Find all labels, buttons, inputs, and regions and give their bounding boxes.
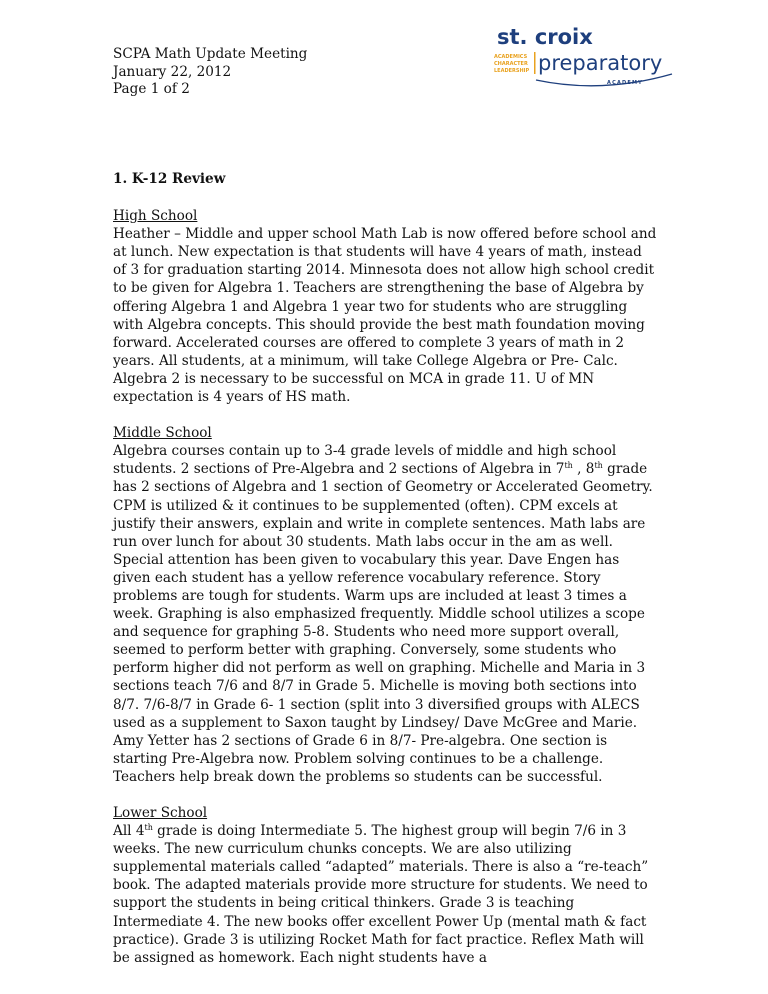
meeting-date: January 22, 2012 — [113, 63, 232, 80]
logo-divider — [534, 52, 536, 74]
logo-top-text: st. croix — [497, 25, 593, 49]
middle-school-text-c: grade has 2 sections of Algebra and 1 section of Geometry or Accelerated Geometry. CPM is utilized & it continues to be supplemented (often). CPM excels at justify their answers, explain and write in complete sentences. Math labs are run over lunch for about 30 students. Math labs occur in the am as well. Special attention has been given to vocabulary this year. Dave Engen has given each student has a yellow reference vocabulary reference. Story problems are tough for students. Warm ups are included at least 3 times a week. Graphing is also emphasized frequently. Middle school utilizes a scope and sequence for graphing 5-8. Students who need more support overall, seemed to perform better with graphing. Conversely, some students who perform higher did not perform as well on graphing. Michelle and Maria in 3 sections teach 7/6 and 8/7 in Grade 5. Michelle is moving both sections into 8/7. 7/6-8/7 in Grade 6- 1 section (split into 3 diversified groups with ALECS used as a supplement to Saxon taught by Lindsey/ Dave McGree and Marie. Amy Yetter has 2 sections of Grade 6 in 8/7- Pre-algebra. One section is starting Pre-Algebra now. Problem solving continues to be a challenge. Teachers help break down the problems so students can be successful. — [113, 461, 653, 785]
ordinal-suffix: th — [594, 461, 603, 471]
high-school-paragraph: Heather – Middle and upper school Math Lab is now offered before school and at lunch. New expectation is that students will have 4 years of math, instead of 3 for graduation starting 2014. Minnesota does not allow high school credit to be given for Algebra 1. Teachers are strengthening the base of Algebra by offering Algebra 1 and Algebra 1 year two for students who are struggling with Algebra concepts. This should provide the best math foundation moving forward. Accelerated courses are offered to complete 3 years of math in 2 years. All students, at a minimum, will take College Algebra or Pre- Calc. Algebra 2 is necessary to be successful on MCA in grade 11. U of MN expectation is 4 years of HS math. — [113, 226, 657, 406]
logo-main-text: preparatory — [538, 51, 663, 75]
ordinal-suffix: th — [564, 461, 573, 471]
middle-school-paragraph — [113, 442, 658, 786]
lower-school-text-b: grade is doing Intermediate 5. The highest group will begin 7/6 in 3 weeks. The new curriculum chunks concepts. We are also utilizing supplemental materials called “adapted” materials. There is also a “re-teach” book. The adapted materials provide more structure for students. We need to support the students in being critical thinkers. Grade 3 is teaching Intermediate 4. The new books offer excellent Power Up (mental math & fact practice). Grade 3 is utilizing Rocket Math for fact practice. Reflex Math will be assigned as homework. Each night students have a — [113, 823, 649, 966]
page-number: Page 1 of 2 — [113, 81, 190, 97]
logo-pillar-3: LEADERSHIP — [494, 68, 530, 74]
middle-school-text-b: , 8 — [572, 461, 595, 478]
lower-school-paragraph — [113, 822, 658, 967]
document-header — [113, 46, 307, 99]
lower-school-heading: Lower School — [113, 805, 208, 821]
ordinal-suffix: th — [144, 823, 153, 833]
school-logo — [492, 24, 674, 92]
lower-school-text-a: All 4 — [113, 823, 145, 840]
document-body — [113, 170, 658, 985]
logo-pillar-1: ACADEMICS — [494, 54, 528, 60]
logo-bottom-text: ACADEMY — [607, 80, 643, 86]
middle-school-heading: Middle School — [113, 425, 212, 442]
middle-school-text-a: Algebra courses contain up to 3-4 grade levels of middle and high school students. 2 sections of Pre-Algebra and 2 sections of Algebra in 7 — [113, 443, 617, 478]
logo-pillar-2: CHARACTER — [494, 61, 528, 67]
section-title: 1. K-12 Review — [113, 171, 226, 187]
meeting-title: SCPA Math Update Meeting — [113, 46, 308, 62]
high-school-heading: High School — [113, 208, 198, 225]
logo-swoosh — [536, 74, 672, 86]
